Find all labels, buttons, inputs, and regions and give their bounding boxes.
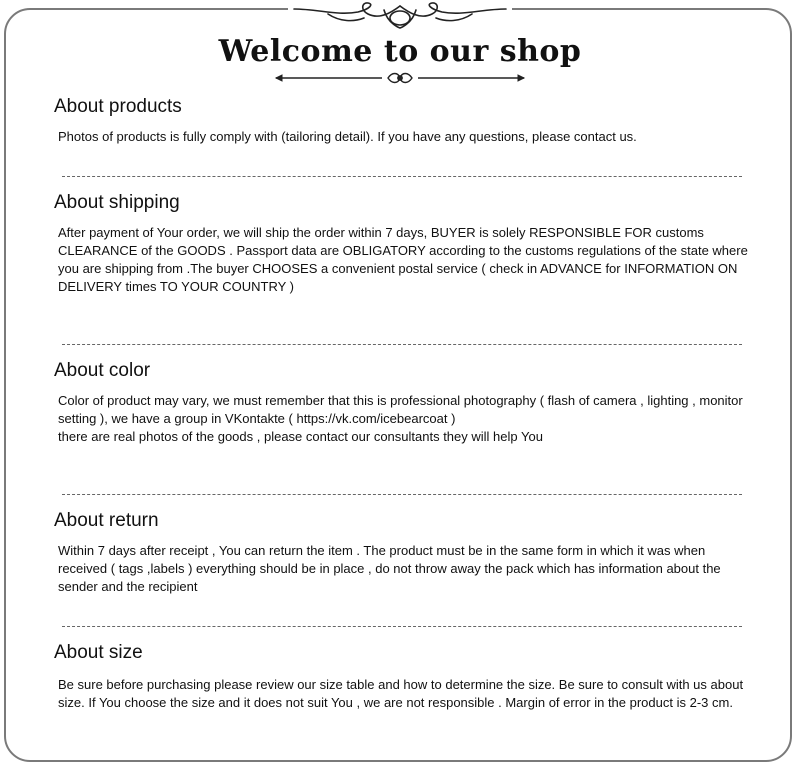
section-about-color [54,360,754,444]
dashed-divider [62,494,742,495]
section-text: After payment of Your order, we will ship the order within 7 days, BUYER is solely RESPONSIBLE FOR customs CLEARANCE of the GOODS . Passport data are OBLIGATORY according to the customs regulations of the state where you are shipping from .The buyer CHOOSES a convenient postal service ( check in ADVANCE for INFORMATION ON DELIVERY times TO YOUR COUNTRY ) [58,225,748,294]
page-title: Welcome to our shop [218,34,582,69]
section-text: Within 7 days after receipt , You can return the item . The product must be in the same form in which it was when received ( tags ,labels ) everything should be in place , do not throw away the pack which has information about the sender and the recipient [58,543,721,594]
section-about-size [54,642,754,710]
section-text: Photos of products is fully comply with (tailoring detail). If you have any questions, please contact us. [58,129,637,144]
section-about-shipping [54,192,754,294]
section-about-products [54,96,754,144]
dashed-divider [62,344,742,345]
dashed-divider [62,626,742,627]
section-about-return [54,510,754,594]
section-heading: About return [54,510,159,531]
section-heading: About color [54,360,151,381]
section-heading: About size [54,642,143,663]
section-text: Be sure before purchasing please review our size table and how to determine the size. Be sure to consult with us about size. If You choose the size and it does not suit You , we are not responsible . Margin of error in the product is 2-3 cm. [58,677,744,710]
section-heading: About products [54,96,182,117]
section-heading: About shipping [54,192,180,213]
dashed-divider [62,176,742,177]
section-text: Color of product may vary, we must remember that this is professional photography ( flash of camera , lighting , monitor setting ), we have a group in VKontakte ( https://vk.com/icebearcoat ) there are real photos of the goods , please contact our consultants they will help You [58,393,743,444]
flourish-ornament-icon [288,0,512,36]
divider-ornament-icon [272,70,528,86]
